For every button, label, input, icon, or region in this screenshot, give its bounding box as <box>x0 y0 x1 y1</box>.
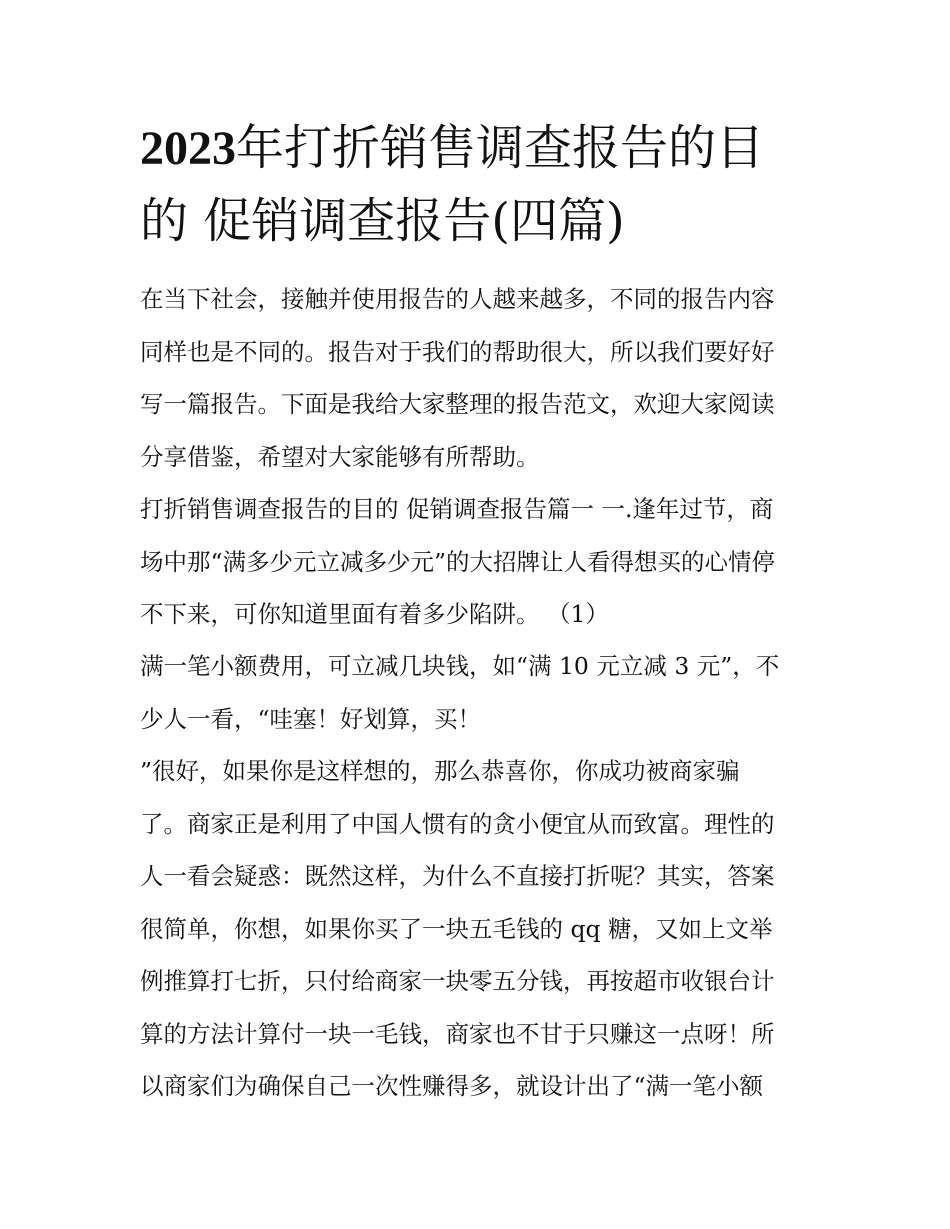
text-line: 以商家们为确保自己一次性赚得多，就设计出了“满一笔小额 <box>140 1072 764 1100</box>
text-line: 分享借鉴，希望对大家能够有所帮助。 <box>140 442 540 471</box>
text-line: 在当下社会，接触并使用报告的人越来越多，不同的报告内容 <box>140 285 775 313</box>
text-line: 人一看会疑惑：既然这样，为什么不直接打折呢？其实，答案 <box>140 862 775 890</box>
text-line: 打折销售调查报告的目的 促销调查报告篇一 一.逢年过节，商 <box>140 495 774 523</box>
title-line2-text: 的 促销调查报告(四篇) <box>140 193 625 249</box>
text-line: 不下来，可你知道里面有着多少陷阱。 （1） <box>140 600 609 628</box>
text-line: 写一篇报告。下面是我给大家整理的报告范文，欢迎大家阅读 <box>140 390 775 418</box>
text-line: 同样也是不同的。报告对于我们的帮助很大，所以我们要好好 <box>140 337 775 366</box>
paragraph-analysis <box>140 745 820 1113</box>
document-title <box>140 112 820 257</box>
paragraph-intro <box>140 273 820 483</box>
text-line: 算的方法计算付一块一毛钱，商家也不甘于只赚这一点呀！所 <box>140 1019 775 1048</box>
paragraph-section-one <box>140 483 820 641</box>
text-line: 少人一看，“哇塞！好划算，买！ <box>140 704 482 733</box>
title-line1-text: 年打折销售调查报告的目 <box>236 120 765 176</box>
text-line: 满一笔小额费用，可立减几块钱，如“满 10 元立减 3 元”，不 <box>140 652 780 680</box>
text-line: 例推算打七折，只付给商家一块零五分钱，再按超市收银台计 <box>140 967 775 995</box>
paragraph-example <box>140 640 820 745</box>
text-line: 场中那“满多少元立减多少元”的大招牌让人看得想买的心情停 <box>140 547 776 576</box>
text-line: ”很好，如果你是这样想的，那么恭喜你，你成功被商家骗 <box>140 757 740 785</box>
title-year: 2023 <box>140 122 236 175</box>
text-line: 了。商家正是利用了中国人惯有的贪小便宜从而致富。理性的 <box>140 809 775 838</box>
text-line: 很简单，你想，如果你买了一块五毛钱的 qq 糖，又如上文举 <box>140 914 773 943</box>
